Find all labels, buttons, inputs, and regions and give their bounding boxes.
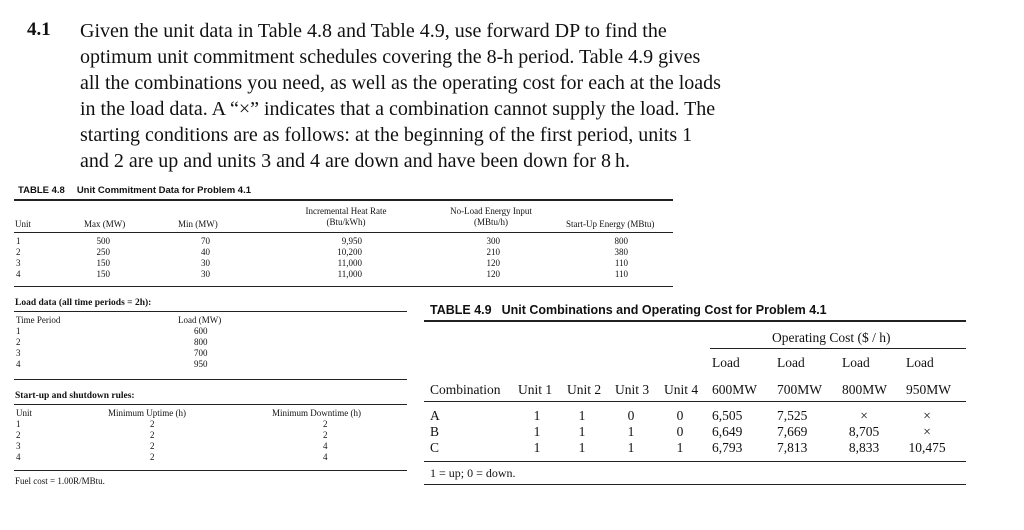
t49-cell: 10,475 xyxy=(908,440,946,455)
t49-col-700: 700MW xyxy=(777,382,822,397)
t49-c700-column xyxy=(777,408,807,456)
t48-header-min: Min (MW) xyxy=(178,219,218,229)
table49-caption xyxy=(430,303,827,317)
t48-cell: 70 xyxy=(201,236,210,246)
t49-col-combination: Combination xyxy=(430,382,501,397)
t48-col-unit xyxy=(16,236,28,280)
t48-header-no-load-line1: No-Load Energy Input xyxy=(450,206,532,216)
t49-footnote: 1 = up; 0 = down. xyxy=(430,466,516,480)
load-col-period: Time Period xyxy=(16,315,61,325)
t49-cell: 1 xyxy=(578,408,586,423)
op-cost-header: Operating Cost ($ / h) xyxy=(772,330,891,345)
load-cell: 4 xyxy=(16,359,21,369)
rules-cell: 2 xyxy=(150,430,155,440)
op-cost-rule xyxy=(710,348,966,349)
rules-cell: 1 xyxy=(16,419,21,429)
t48-header-no-load xyxy=(430,206,552,228)
t49-cell: A xyxy=(430,408,440,423)
t48-cell: 11,000 xyxy=(337,258,362,268)
load-word-1: Load xyxy=(712,355,740,370)
t49-col-unit1: Unit 1 xyxy=(518,382,553,397)
t49-cell: B xyxy=(430,424,440,439)
startup-rules-bottom-rule xyxy=(14,470,407,471)
t48-cell: 150 xyxy=(96,258,110,268)
load-col-load: Load (MW) xyxy=(178,315,222,325)
load-data-rule xyxy=(14,311,407,312)
problem-line-2: optimum unit commitment schedules covering the 8-h period. Table 4.9 gives xyxy=(80,46,701,68)
t49-cell: 6,505 xyxy=(712,408,743,423)
t48-cell: 4 xyxy=(16,269,21,279)
t48-cell: 380 xyxy=(614,247,628,257)
table49-footnote-rule xyxy=(424,484,966,485)
t48-header-heat-rate xyxy=(282,206,410,228)
load-word-3: Load xyxy=(842,355,870,370)
t48-cell: 2 xyxy=(16,247,21,257)
table48-bottom-rule xyxy=(14,286,673,287)
t49-combo-column xyxy=(430,408,440,456)
t48-cell: 300 xyxy=(486,236,500,246)
t49-cell: 1 xyxy=(533,424,541,439)
rules-cell: 2 xyxy=(150,419,155,429)
t49-cell: 8,705 xyxy=(848,424,880,439)
startup-rules-title: Start-up and shutdown rules: xyxy=(15,391,135,401)
t49-cell: × xyxy=(860,408,868,423)
t49-cell: 1 xyxy=(676,440,684,455)
t49-u4-column xyxy=(675,408,685,456)
t48-col-heat xyxy=(322,236,362,280)
problem-line-5: starting conditions are as follows: at the beginning of the first period, units 1 xyxy=(80,124,693,146)
t48-cell: 11,000 xyxy=(337,269,362,279)
startup-rules-rule xyxy=(14,404,407,405)
load-data-bottom-rule xyxy=(14,379,407,380)
load-period-column xyxy=(16,326,21,370)
t49-cell: 7,525 xyxy=(777,408,808,423)
t48-cell: 110 xyxy=(614,258,628,268)
t48-cell: 800 xyxy=(614,236,628,246)
t49-u1-column xyxy=(532,408,542,456)
t49-col-950: 950MW xyxy=(906,382,951,397)
problem-line-4: in the load data. A “×” indicates that a combination cannot supply the load. The xyxy=(80,98,716,120)
t49-cell: 7,669 xyxy=(777,424,808,439)
t48-cell: 120 xyxy=(486,269,500,279)
t48-header-startup: Start-Up Energy (MBtu) xyxy=(566,219,655,229)
rules-unit-column xyxy=(16,419,21,463)
table49-bottom-rule xyxy=(424,461,966,462)
t48-col-min xyxy=(190,236,210,280)
table49-header-rule xyxy=(424,401,966,402)
table48-header-rule xyxy=(14,232,673,233)
t49-u2-column xyxy=(577,408,587,456)
t49-col-unit3: Unit 3 xyxy=(615,382,650,397)
rules-cell: 2 xyxy=(323,430,328,440)
table48-top-rule xyxy=(14,199,673,201)
t48-cell: 9,950 xyxy=(341,236,362,246)
rules-cell: 4 xyxy=(323,441,328,451)
t48-header-no-load-line2: (MBtu/h) xyxy=(473,217,508,227)
t49-cell: 0 xyxy=(676,424,684,439)
load-cell: 3 xyxy=(16,348,21,358)
problem-line-3: all the combinations you need, as well as the operating cost for each at the loads xyxy=(80,72,721,94)
table48-label: TABLE 4.8 xyxy=(18,185,65,196)
load-cell: 700 xyxy=(194,348,208,358)
table49-title: Unit Combinations and Operating Cost for Problem 4.1 xyxy=(501,303,827,317)
table49-top-rule xyxy=(424,320,966,322)
t49-cell: 1 xyxy=(578,424,586,439)
t49-col-600: 600MW xyxy=(712,382,757,397)
load-value-column xyxy=(194,326,208,370)
table49-label: TABLE 4.9 xyxy=(430,303,492,317)
t49-cell: 1 xyxy=(533,408,541,423)
problem-line-1: Given the unit data in Table 4.8 and Table 4.9, use forward DP to find the xyxy=(80,20,667,42)
t49-cell: 8,833 xyxy=(848,440,880,455)
t48-cell: 250 xyxy=(96,247,110,257)
rules-col-uptime: Minimum Uptime (h) xyxy=(108,408,186,418)
t48-col-max xyxy=(80,236,110,280)
t49-u3-column xyxy=(626,408,636,456)
t49-col-unit2: Unit 2 xyxy=(567,382,602,397)
problem-number: 4.1 xyxy=(27,19,51,40)
rules-col-unit: Unit xyxy=(16,408,33,418)
t49-cell: C xyxy=(430,440,440,455)
t48-cell: 120 xyxy=(486,258,500,268)
t48-col-noload xyxy=(476,236,500,280)
rules-cell: 2 xyxy=(150,452,155,462)
t49-cell: 1 xyxy=(578,440,586,455)
t49-col-800: 800MW xyxy=(842,382,887,397)
table48-title: Unit Commitment Data for Problem 4.1 xyxy=(76,185,252,196)
t49-col-unit4: Unit 4 xyxy=(664,382,699,397)
rules-uptime-column xyxy=(150,419,155,463)
rules-cell: 4 xyxy=(16,452,21,462)
t48-header-heat-rate-line1: Incremental Heat Rate xyxy=(305,206,387,216)
t48-cell: 1 xyxy=(16,236,21,246)
t48-header-heat-rate-line2: (Btu/kWh) xyxy=(326,217,366,227)
t48-cell: 500 xyxy=(96,236,110,246)
t48-cell: 210 xyxy=(486,247,500,257)
t49-cell: 0 xyxy=(676,408,684,423)
t49-cell: 1 xyxy=(627,424,635,439)
t48-col-startup xyxy=(604,236,628,280)
t49-cell: 6,793 xyxy=(712,440,743,455)
t48-header-max: Max (MW) xyxy=(84,219,126,229)
load-word-4: Load xyxy=(906,355,934,370)
t49-cell: × xyxy=(923,408,931,423)
t48-cell: 30 xyxy=(201,258,210,268)
t48-header-unit: Unit xyxy=(15,219,32,229)
load-word-2: Load xyxy=(777,355,805,370)
rules-col-downtime: Minimum Downtime (h) xyxy=(272,408,361,418)
t49-c950-column xyxy=(903,408,951,456)
t49-cell: 6,649 xyxy=(712,424,743,439)
load-cell: 600 xyxy=(194,326,208,336)
t49-cell: 7,813 xyxy=(777,440,808,455)
t49-c800-column xyxy=(842,408,886,456)
fuel-cost-note: Fuel cost = 1.00R/MBtu. xyxy=(15,476,105,486)
t49-cell: × xyxy=(923,424,931,439)
t49-cell: 1 xyxy=(627,440,635,455)
rules-cell: 2 xyxy=(323,419,328,429)
t48-cell: 10,200 xyxy=(337,247,362,257)
t49-cell: 0 xyxy=(627,408,635,423)
load-data-title: Load data (all time periods = 2h): xyxy=(15,298,152,308)
load-cell: 1 xyxy=(16,326,21,336)
t48-cell: 40 xyxy=(201,247,210,257)
rules-downtime-column xyxy=(323,419,328,463)
problem-line-6: and 2 are up and units 3 and 4 are down and have been down for 8 h. xyxy=(80,150,630,172)
t49-cell: 1 xyxy=(533,440,541,455)
load-cell: 950 xyxy=(194,359,208,369)
t48-cell: 30 xyxy=(201,269,210,279)
rules-cell: 2 xyxy=(16,430,21,440)
rules-cell: 3 xyxy=(16,441,21,451)
t48-cell: 150 xyxy=(96,269,110,279)
table48-caption xyxy=(18,185,251,196)
load-cell: 800 xyxy=(194,337,208,347)
t48-cell: 3 xyxy=(16,258,21,268)
t49-c600-column xyxy=(712,408,742,456)
rules-cell: 2 xyxy=(150,441,155,451)
t48-cell: 110 xyxy=(614,269,628,279)
load-cell: 2 xyxy=(16,337,21,347)
rules-cell: 4 xyxy=(323,452,328,462)
